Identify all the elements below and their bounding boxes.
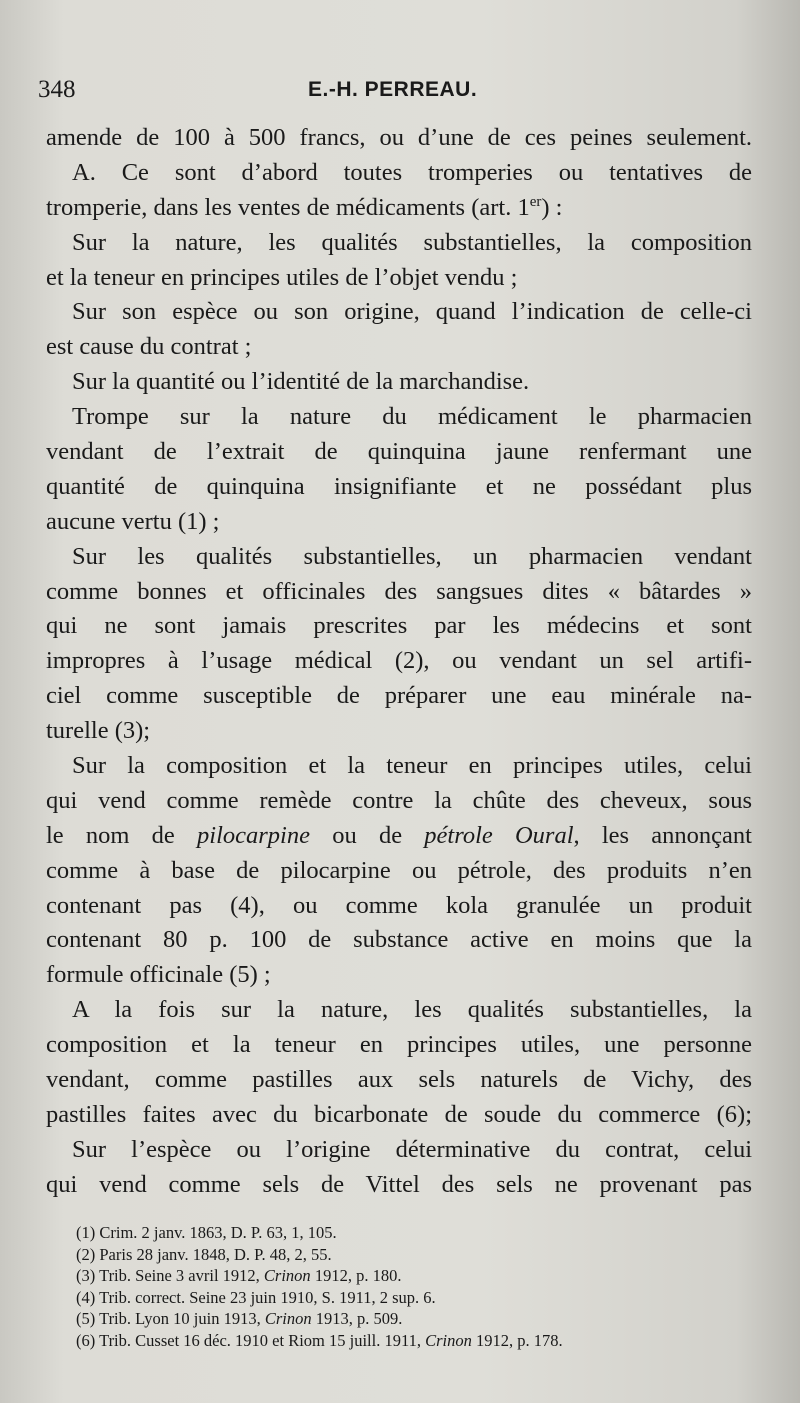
text-line: turelle (3); [46,717,151,745]
text-line: tromperie, dans les ventes de médicaments (art. 1er) : [46,193,563,221]
footnote: (1) Crim. 2 janv. 1863, D. P. 63, 1, 105. [76,1223,337,1242]
italic-term: pilocarpine [197,821,310,849]
text-line: vendant, comme pastilles aux sels naturels de Vichy, des [46,1066,752,1094]
text-line: Sur l’espèce ou l’origine déterminative du contrat, celui [72,1135,752,1163]
text-line: et la teneur en principes utiles de l’objet vendu ; [46,263,518,291]
text-line: A. Ce sont d’abord toutes tromperies ou tentatives de [72,158,752,186]
text-line: A la fois sur la nature, les qualités substantielles, la [72,996,752,1024]
italic-term: pétrole Oural [424,821,574,849]
footnote: (2) Paris 28 janv. 1848, D. P. 48, 2, 55. [76,1244,332,1264]
text-line: Sur son espèce ou son origine, quand l’indication de celle-ci [72,298,752,326]
text-line: le nom de pilocarpine ou de pétrole Oural, les annonçant [46,821,752,849]
text-line: Sur la nature, les qualités substantielles, la composition [72,228,752,256]
footnotes [76,1222,756,1352]
text-line: pastilles faites avec du bicarbonate de soude du commerce (6); [46,1100,752,1128]
footnote: (3) Trib. Seine 3 avril 1912, Crinon 1912, p. 180. [76,1266,402,1286]
page-header [38,76,748,108]
footnote: (5) Trib. Lyon 10 juin 1913, Crinon 1913, p. 509. [76,1309,403,1329]
text-line: qui vend comme remède contre la chûte des cheveux, sous [46,786,752,814]
page-number: 348 [38,76,76,103]
text-line: amende de 100 à 500 francs, ou d’une de ces peines seulement. [46,124,752,151]
text-line: quantité de quinquina insignifiante et ne possédant plus [46,472,752,500]
footnote: (6) Trib. Cusset 16 déc. 1910 et Riom 15 juill. 1911, Crinon 1912, p. 178. [76,1330,563,1350]
running-head: E.-H. PERREAU. [308,78,478,101]
text-line: Sur les qualités substantielles, un pharmacien vendant [72,542,752,570]
text-line: Sur la composition et la teneur en principes utiles, celui [72,752,752,780]
text-line: comme à base de pilocarpine ou pétrole, des produits n’en [46,856,752,884]
text-line: comme bonnes et officinales des sangsues dites « bâtardes » [46,577,752,605]
text-line: impropres à l’usage médical (2), ou vendant un sel artifi- [46,647,752,675]
text-line: composition et la teneur en principes utiles, une personne [46,1031,752,1059]
text-line: qui ne sont jamais prescrites par les médecins et sont [46,612,752,640]
superscript: er [529,193,542,210]
body-text [46,121,752,1203]
text-line: Trompe sur la nature du médicament le pharmacien [72,403,752,431]
text-line: contenant pas (4), ou comme kola granulée un produit [46,891,752,919]
text-line: vendant de l’extrait de quinquina jaune renfermant une [46,438,752,466]
text-line: contenant 80 p. 100 de substance active en moins que la [46,926,752,954]
text-line: Sur la quantité ou l’identité de la marchandise. [72,368,530,396]
text-line: est cause du contrat ; [46,333,252,361]
text-line: formule officinale (5) ; [46,961,271,989]
text-line: ciel comme susceptible de préparer une eau minérale na- [46,682,752,710]
footnote: (4) Trib. correct. Seine 23 juin 1910, S. 1911, 2 sup. 6. [76,1287,436,1307]
text-line: aucune vertu (1) ; [46,507,220,535]
text-line: qui vend comme sels de Vittel des sels ne provenant pas [46,1170,752,1198]
